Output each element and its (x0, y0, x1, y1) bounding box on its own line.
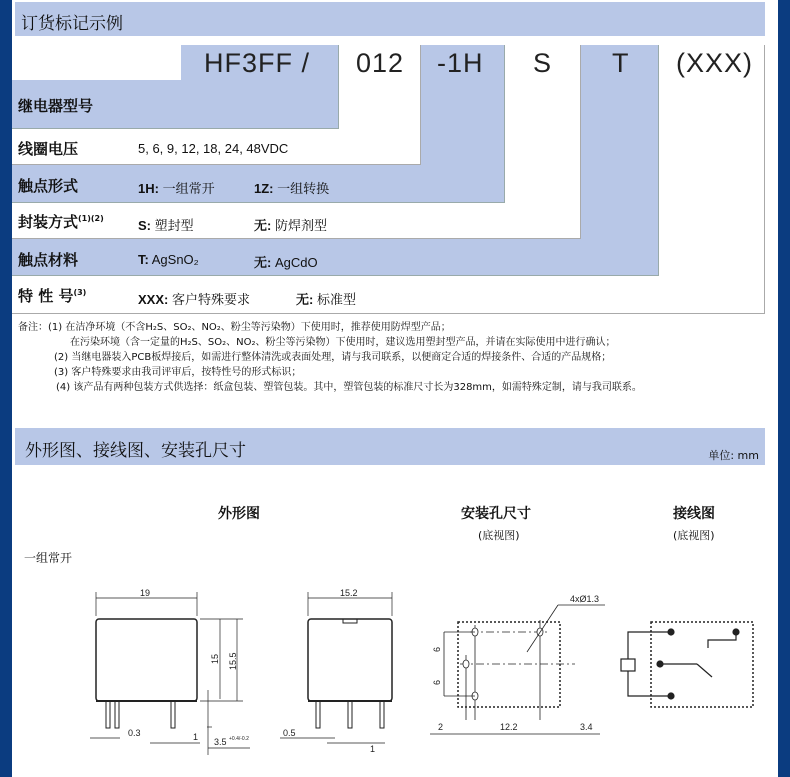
dim-hole-dia: 4xØ1.3 (570, 594, 600, 604)
dim-pin-gap: 1 (193, 732, 199, 742)
v: 无: (296, 292, 314, 307)
front-view (90, 592, 250, 755)
label-package: 封装方式 (18, 213, 79, 231)
v: 无: (254, 218, 272, 233)
dim-width: 19 (140, 588, 151, 598)
code-model: HF3FF / (204, 48, 310, 78)
v: 防焊剂型 (274, 218, 327, 233)
note-1b: 在污染环境（含一定量的H₂S、SO₂、NO₂、粉尘等污染物）下使用时，建议选用塑封型产品，并请在实际使用中进行确认； (70, 337, 616, 348)
mount-title: 安装孔尺寸 (461, 506, 531, 522)
drawing-section-title: 外形图、接线图、安装孔尺寸 (25, 441, 246, 461)
dim-edge-right: 3.4 (580, 722, 593, 732)
feature-sup: (3) (73, 288, 87, 297)
v: 标准型 (316, 292, 356, 307)
coil-values: 5, 6, 9, 12, 18, 24, 48VDC (138, 141, 289, 156)
code-material: T (612, 48, 630, 78)
dim-side-pin: 0.5 (283, 728, 296, 738)
wiring-title: 接线图 (673, 506, 715, 522)
v: 一组常开 (162, 181, 215, 196)
note-2: (2) 当继电器装入PCB板焊接后，如需进行整体清洗或表面处理，请与我司联系，以便商定合适的焊接条件、合适的产品规格； (54, 352, 612, 363)
v: T: (138, 252, 149, 267)
side-view (280, 592, 392, 743)
dim-side-gap: 1 (370, 744, 376, 754)
dim-h1: 15 (210, 653, 220, 664)
order-section-title: 订货标记示例 (21, 14, 123, 34)
v: AgSnO₂ (151, 252, 199, 267)
variant-label: 一组常开 (24, 551, 73, 565)
v: AgCdO (274, 255, 318, 270)
v: 塑封型 (154, 218, 194, 233)
note-3: (3) 客户特殊要求由我司评审后，按特性号的形式标识； (54, 367, 302, 378)
wiring-subtitle: (底视图) (673, 529, 715, 542)
outline-title: 外形图 (218, 506, 260, 522)
v: 无: (254, 255, 272, 270)
dim-h2: 15.5 (228, 652, 238, 670)
dim-edge-left: 2 (438, 722, 444, 732)
dim-pitch: 12.2 (500, 722, 518, 732)
label-contact: 触点形式 (18, 177, 79, 195)
dim-pin-width: 0.3 (128, 728, 141, 738)
dim-pin-length: 3.5 (214, 737, 227, 747)
v: 一组转换 (277, 181, 330, 196)
v: 1H: (138, 181, 159, 196)
dim-hole-v: 6 (432, 646, 442, 652)
unit-label: 单位: mm (708, 449, 759, 462)
dim-depth: 15.2 (340, 588, 358, 598)
v: 1Z: (254, 181, 274, 196)
code-contact: -1H (437, 48, 484, 78)
note-4: (4) 该产品有两种包装方式供选择：纸盒包装、塑管包装。其中，塑管包装的标准尺寸长为328mm，如需特殊定制，请与我司联系。 (56, 382, 642, 393)
label-feature: 特 性 号 (18, 287, 74, 305)
code-voltage: 012 (356, 48, 405, 78)
note-1: 备注：(1) 在洁净环境（不含H₂S、SO₂、NO₂、粉尘等污染物）下使用时，推荐使用防焊型产品； (18, 322, 451, 333)
dim-hole-v2: 6 (432, 679, 442, 685)
mount-subtitle: (底视图) (478, 529, 520, 542)
label-model: 继电器型号 (18, 97, 94, 115)
code-package: S (533, 48, 553, 78)
v: XXX: (138, 292, 169, 307)
label-material: 触点材料 (18, 251, 79, 269)
mount-hole-view (430, 605, 605, 734)
dim-pin-tol: +0.4/-0.2 (229, 736, 249, 742)
package-sup: (1)(2) (78, 214, 104, 223)
v: S: (138, 218, 151, 233)
wiring-diagram (621, 622, 753, 707)
v: 客户特殊要求 (171, 292, 250, 307)
label-coil: 线圈电压 (18, 140, 79, 158)
code-feature: (XXX) (676, 48, 754, 78)
